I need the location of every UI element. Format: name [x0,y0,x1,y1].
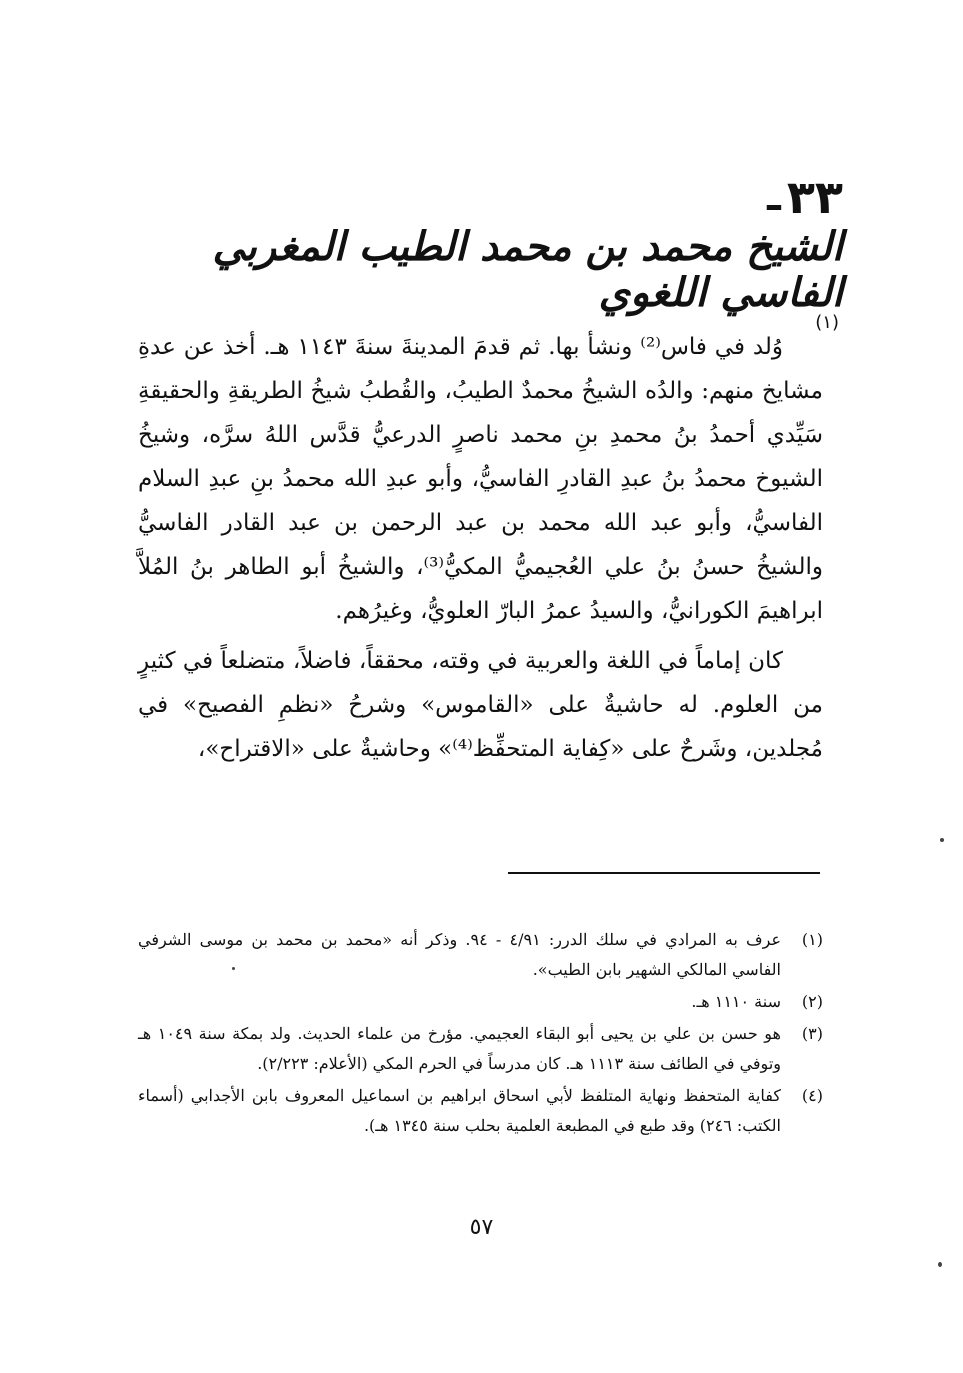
footnote-3 [138,1019,823,1079]
footnote-2 [138,987,823,1017]
footnote-separator [508,872,820,874]
scan-speck [232,967,235,970]
title-footnote-ref: (١) [815,312,839,333]
page-number: ٥٧ [469,1215,494,1240]
footnote-text: هو حسن بن علي بن يحيى أبو البقاء العجيمي. مؤرخ من علماء الحديث. ولد بمكة سنة ١٠٤٩ هـ وتوفي في الطائف سنة ١١١٣ هـ. كان مدرساً في الحرم المكي (الأعلام: ٢/٢٢٣). [138,1024,781,1073]
paragraph-1: وُلد في فاس⁽²⁾ ونشأ بها. ثم قدمَ المدينةَ سنةَ ١١٤٣ هـ. أخذ عن عدةِ مشايخ منهم: والدُه الشيخُ محمدٌ الطيبُ، والقُطبُ شيخُ الطريقةِ والحقيقةِ سَيِّدي أحمدُ بنُ محمدِ بنِ محمد ناصرٍ الدرعيُّ قدَّس اللهُ سرَّه، وشيخُ الشيوخ محمدُ بنُ عبدِ القادرِ الفاسيُّ، وأبو عبدِ الله محمدُ بنِ عبدِ السلام الفاسيُّ، وأبو عبد الله محمد بن عبد الرحمن بن عبد القادر الفاسيُّ والشيخُ حسنُ بنُ علي العُجيميُّ المكيُّ⁽³⁾، والشيخُ أبو الطاهر بنُ المُلاَّ ابراهيمَ الكورانيُّ، والسيدُ عمرُ البارّ العلويُّ، وغيرُهم. [138,334,823,624]
footnote-text: كفاية المتحفظ ونهاية المتلفظ لأبي اسحاق ابراهيم بن اسماعيل المعروف بابن الأجدابي (أسماء الكتب: ٢٤٦) وقد طبع في المطبعة العلمية بحلب سنة ١٣٤٥ هـ). [138,1086,781,1135]
footnote-1 [138,925,823,985]
biography-text [138,325,823,771]
entry-number: ٣٣ [786,170,843,224]
entry-name: الشيخ محمد بن محمد الطيب المغربي الفاسي اللغوي [212,224,843,316]
footnote-number: (٤) [801,1086,823,1105]
entry-title [123,170,843,333]
footnote-number: (١) [801,930,823,949]
scan-speck [940,838,944,842]
footnote-text: عرف به المرادي في سلك الدرر: ٤/٩١ - ٩٤. وذكر أنه «محمد بن محمد بن موسى الشرفي الفاسي المالكي الشهير بابن الطيب». [138,930,782,979]
footnote-4 [138,1081,823,1141]
footnote-number: (٣) [801,1024,823,1043]
footnote-number: (٢) [801,992,823,1011]
entry-dash: ـ [767,174,781,220]
scan-speck [938,1262,942,1267]
footnote-text: سنة ١١١٠ هـ. [691,992,781,1011]
footnotes [138,925,823,1143]
paragraph-2: كان إماماً في اللغة والعربية في وقته، محققاً، فاضلاً، متضلعاً في كثيرٍ من العلوم. له حاشيةٌ على «القاموس» وشرحُ «نظمِ الفصيح» في مُجلدين، وشَرحٌ على «كِفاية المتحفِّظ⁽⁴⁾» وحاشيةٌ على «الاقتراح»، [138,648,823,762]
